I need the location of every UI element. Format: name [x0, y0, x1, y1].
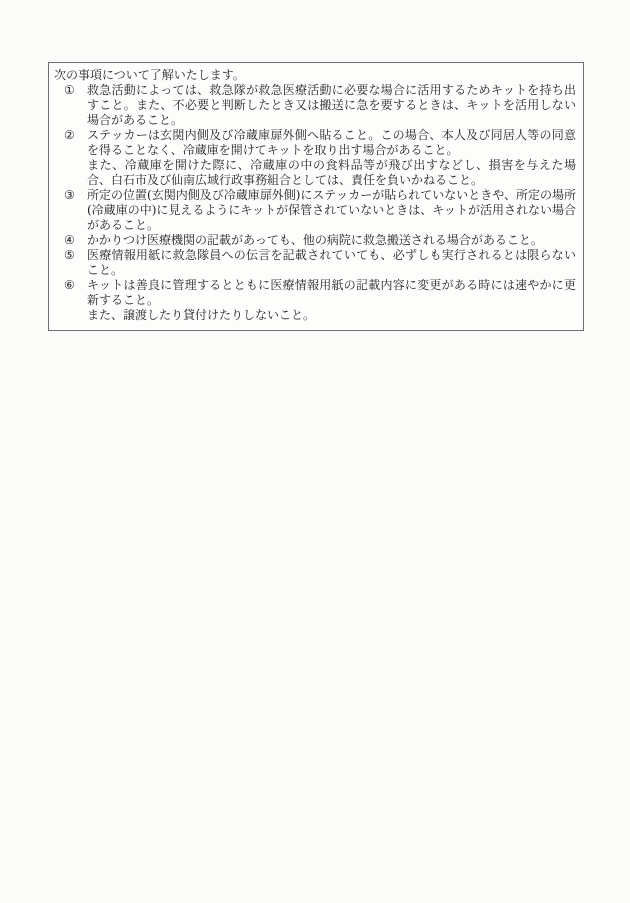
acknowledgement-notice-box	[48, 62, 584, 331]
list-item-4	[54, 233, 576, 248]
item-number-6: ⑥	[64, 278, 75, 292]
list-item-6	[54, 278, 576, 323]
intro-statement: 次の事項について了解いたします。	[54, 68, 245, 82]
item-paragraph: ステッカーは玄関内側及び冷蔵庫扉外側へ貼ること。この場合、本人及び同居人等の同意を得ることなく、冷蔵庫を開けてキットを取り出す場合があること。	[87, 128, 576, 157]
item-number-5: ⑤	[64, 248, 75, 262]
item-paragraph: 所定の位置(玄関内側及び冷蔵庫扉外側)にステッカーが貼られていないときや、所定の場所(冷蔵庫の中)に見えるようにキットが保管されていないときは、キットが活用されない場合があること。	[87, 188, 576, 232]
item-number-4: ④	[64, 233, 75, 247]
list-item-3	[54, 188, 576, 233]
list-item-2	[54, 128, 576, 188]
item-number-3: ③	[64, 188, 75, 202]
item-paragraph: 救急活動によっては、救急隊が救急医療活動に必要な場合に活用するためキットを持ち出すこと。また、不必要と判断したとき又は搬送に急を要するときは、キットを活用しない場合があること。	[87, 83, 576, 127]
item-paragraph: また、冷蔵庫を開けた際に、冷蔵庫の中の食料品等が飛び出すなどし、損害を与えた場合、白石市及び仙南広域行政事務組合としては、責任を負いかねること。	[87, 158, 576, 187]
item-paragraph: キットは善良に管理するとともに医療情報用紙の記載内容に変更がある時には速やかに更新すること。	[87, 278, 576, 307]
item-paragraph: かかりつけ医療機関の記載があっても、他の病院に救急搬送される場合があること。	[87, 233, 543, 247]
list-item-5	[54, 248, 576, 278]
list-item-1	[54, 83, 576, 128]
item-paragraph: 医療情報用紙に救急隊員への伝言を記載されていても、必ずしも実行されるとは限らないこと。	[87, 248, 576, 277]
item-paragraph: また、譲渡したり貸付けたりしないこと。	[87, 308, 316, 322]
item-number-2: ②	[64, 128, 75, 142]
item-number-1: ①	[64, 83, 75, 97]
